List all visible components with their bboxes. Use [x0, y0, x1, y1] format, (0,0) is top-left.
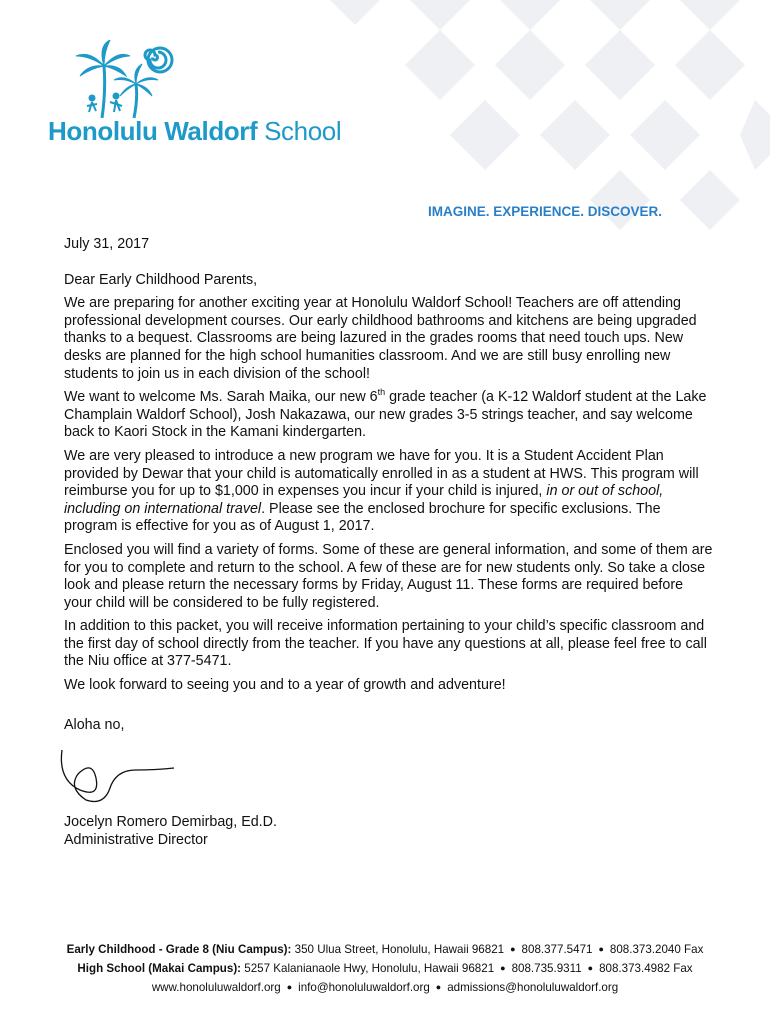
bullet-icon: ●	[286, 982, 293, 992]
footer-line-makai	[0, 959, 770, 978]
signer-block	[64, 814, 714, 849]
signer-title: Administrative Director	[64, 831, 208, 848]
paragraph-6: We look forward to seeing you and to a year of growth and adventure!	[64, 677, 506, 694]
paragraph-4: Enclosed you will find a variety of forms. Some of these are general information, and some of them are for you to complete and return to the school. A few of these are for new students only. So take a close look and please return the necessary forms by Friday, August 11. These forms are required before your child will be considered to be fully registered.	[64, 541, 713, 611]
paragraph-3-emphasis: in or out of school, including on international travel	[64, 483, 664, 517]
bullet-icon: ●	[587, 963, 594, 973]
paragraph-5: In addition to this packet, you will receive information pertaining to your child’s specific classroom and the first day of school directly from the teacher. If you have any questions at all, please feel free to call the Niu office at 377-5471.	[64, 618, 707, 670]
website-link[interactable]: www.honoluluwaldorf.org	[151, 981, 281, 994]
bullet-icon: ●	[598, 944, 604, 954]
ordinal-suffix: th	[377, 387, 386, 398]
tagline: IMAGINE. EXPERIENCE. DISCOVER.	[428, 204, 663, 219]
paragraph-3-text-b: . Please see the enclosed brochure for specific exclusions. The program is effective for you as of August 1, 2017.	[64, 500, 661, 535]
paragraph-3-text-a: We are very pleased to introduce a new program we have for you. It is a Student Accident Plan provided by Dewar that your child is automatically enrolled in as a student at HWS. This program will reimburse you for up to $1,000 in expenses you incur if your child is injured,	[64, 447, 699, 500]
bullet-icon: ●	[435, 982, 442, 992]
makai-campus-label: High School (Makai Campus):	[77, 962, 242, 975]
closing: Aloha no,	[64, 716, 125, 733]
paragraph-3	[64, 448, 714, 536]
makai-campus-fax: 808.373.4982 Fax	[599, 962, 693, 975]
letter-date: July 31, 2017	[64, 236, 150, 252]
school-logo	[48, 40, 342, 152]
school-name-logotype	[48, 116, 341, 147]
bullet-icon: ●	[510, 944, 516, 954]
makai-campus-phone: 808.735.9311	[511, 962, 582, 975]
logo-name-bold: Honolulu Waldorf	[48, 116, 258, 146]
niu-campus-label: Early Childhood - Grade 8 (Niu Campus):	[66, 943, 292, 956]
bullet-icon: ●	[500, 963, 506, 973]
letterhead-footer	[0, 940, 770, 997]
footer-line-web	[0, 978, 770, 997]
logo-name-light: School	[264, 116, 342, 146]
niu-campus-phone: 808.377.5471	[521, 943, 593, 956]
paragraph-2-text-a: We want to welcome Ms. Sarah Maika, our new 6	[64, 389, 378, 406]
admissions-email-link[interactable]: admissions@honoluluwaldorf.org	[447, 981, 619, 994]
salutation: Dear Early Childhood Parents,	[64, 271, 258, 288]
footer-line-niu	[0, 940, 770, 959]
paragraph-2	[64, 389, 714, 442]
makai-campus-address: 5257 Kalanianaole Hwy, Honolulu, Hawaii 96821	[244, 962, 495, 975]
niu-campus-fax: 808.373.2040 Fax	[609, 943, 704, 956]
paragraph-2-text-b: grade teacher (a K-12 Waldorf student at the Lake Champlain Waldorf School), Josh Nakazawa, our new grades 3-5 strings teacher, and say welcome back to Kaori Stock in the Kamani kindergarten.	[64, 389, 707, 441]
signer-name: Jocelyn Romero Demirbag, Ed.D.	[64, 814, 277, 831]
niu-campus-address: 350 Ulua Street, Honolulu, Hawaii 96821	[294, 943, 505, 956]
letter-body	[64, 236, 714, 849]
paragraph-1: We are preparing for another exciting year at Honolulu Waldorf School! Teachers are off attending professional development courses. Our early childhood bathrooms and kitchens are being upgraded thanks to a bequest. Classrooms are being lazured in the grades rooms that need touch ups. New desks are planned for the high school humanities classroom. And we are still busy enrolling new students to join us in each division of the school!	[64, 295, 697, 382]
signature-image	[56, 740, 186, 810]
palm-tree-logo-icon	[62, 40, 187, 118]
info-email-link[interactable]: info@honoluluwaldorf.org	[298, 981, 430, 994]
